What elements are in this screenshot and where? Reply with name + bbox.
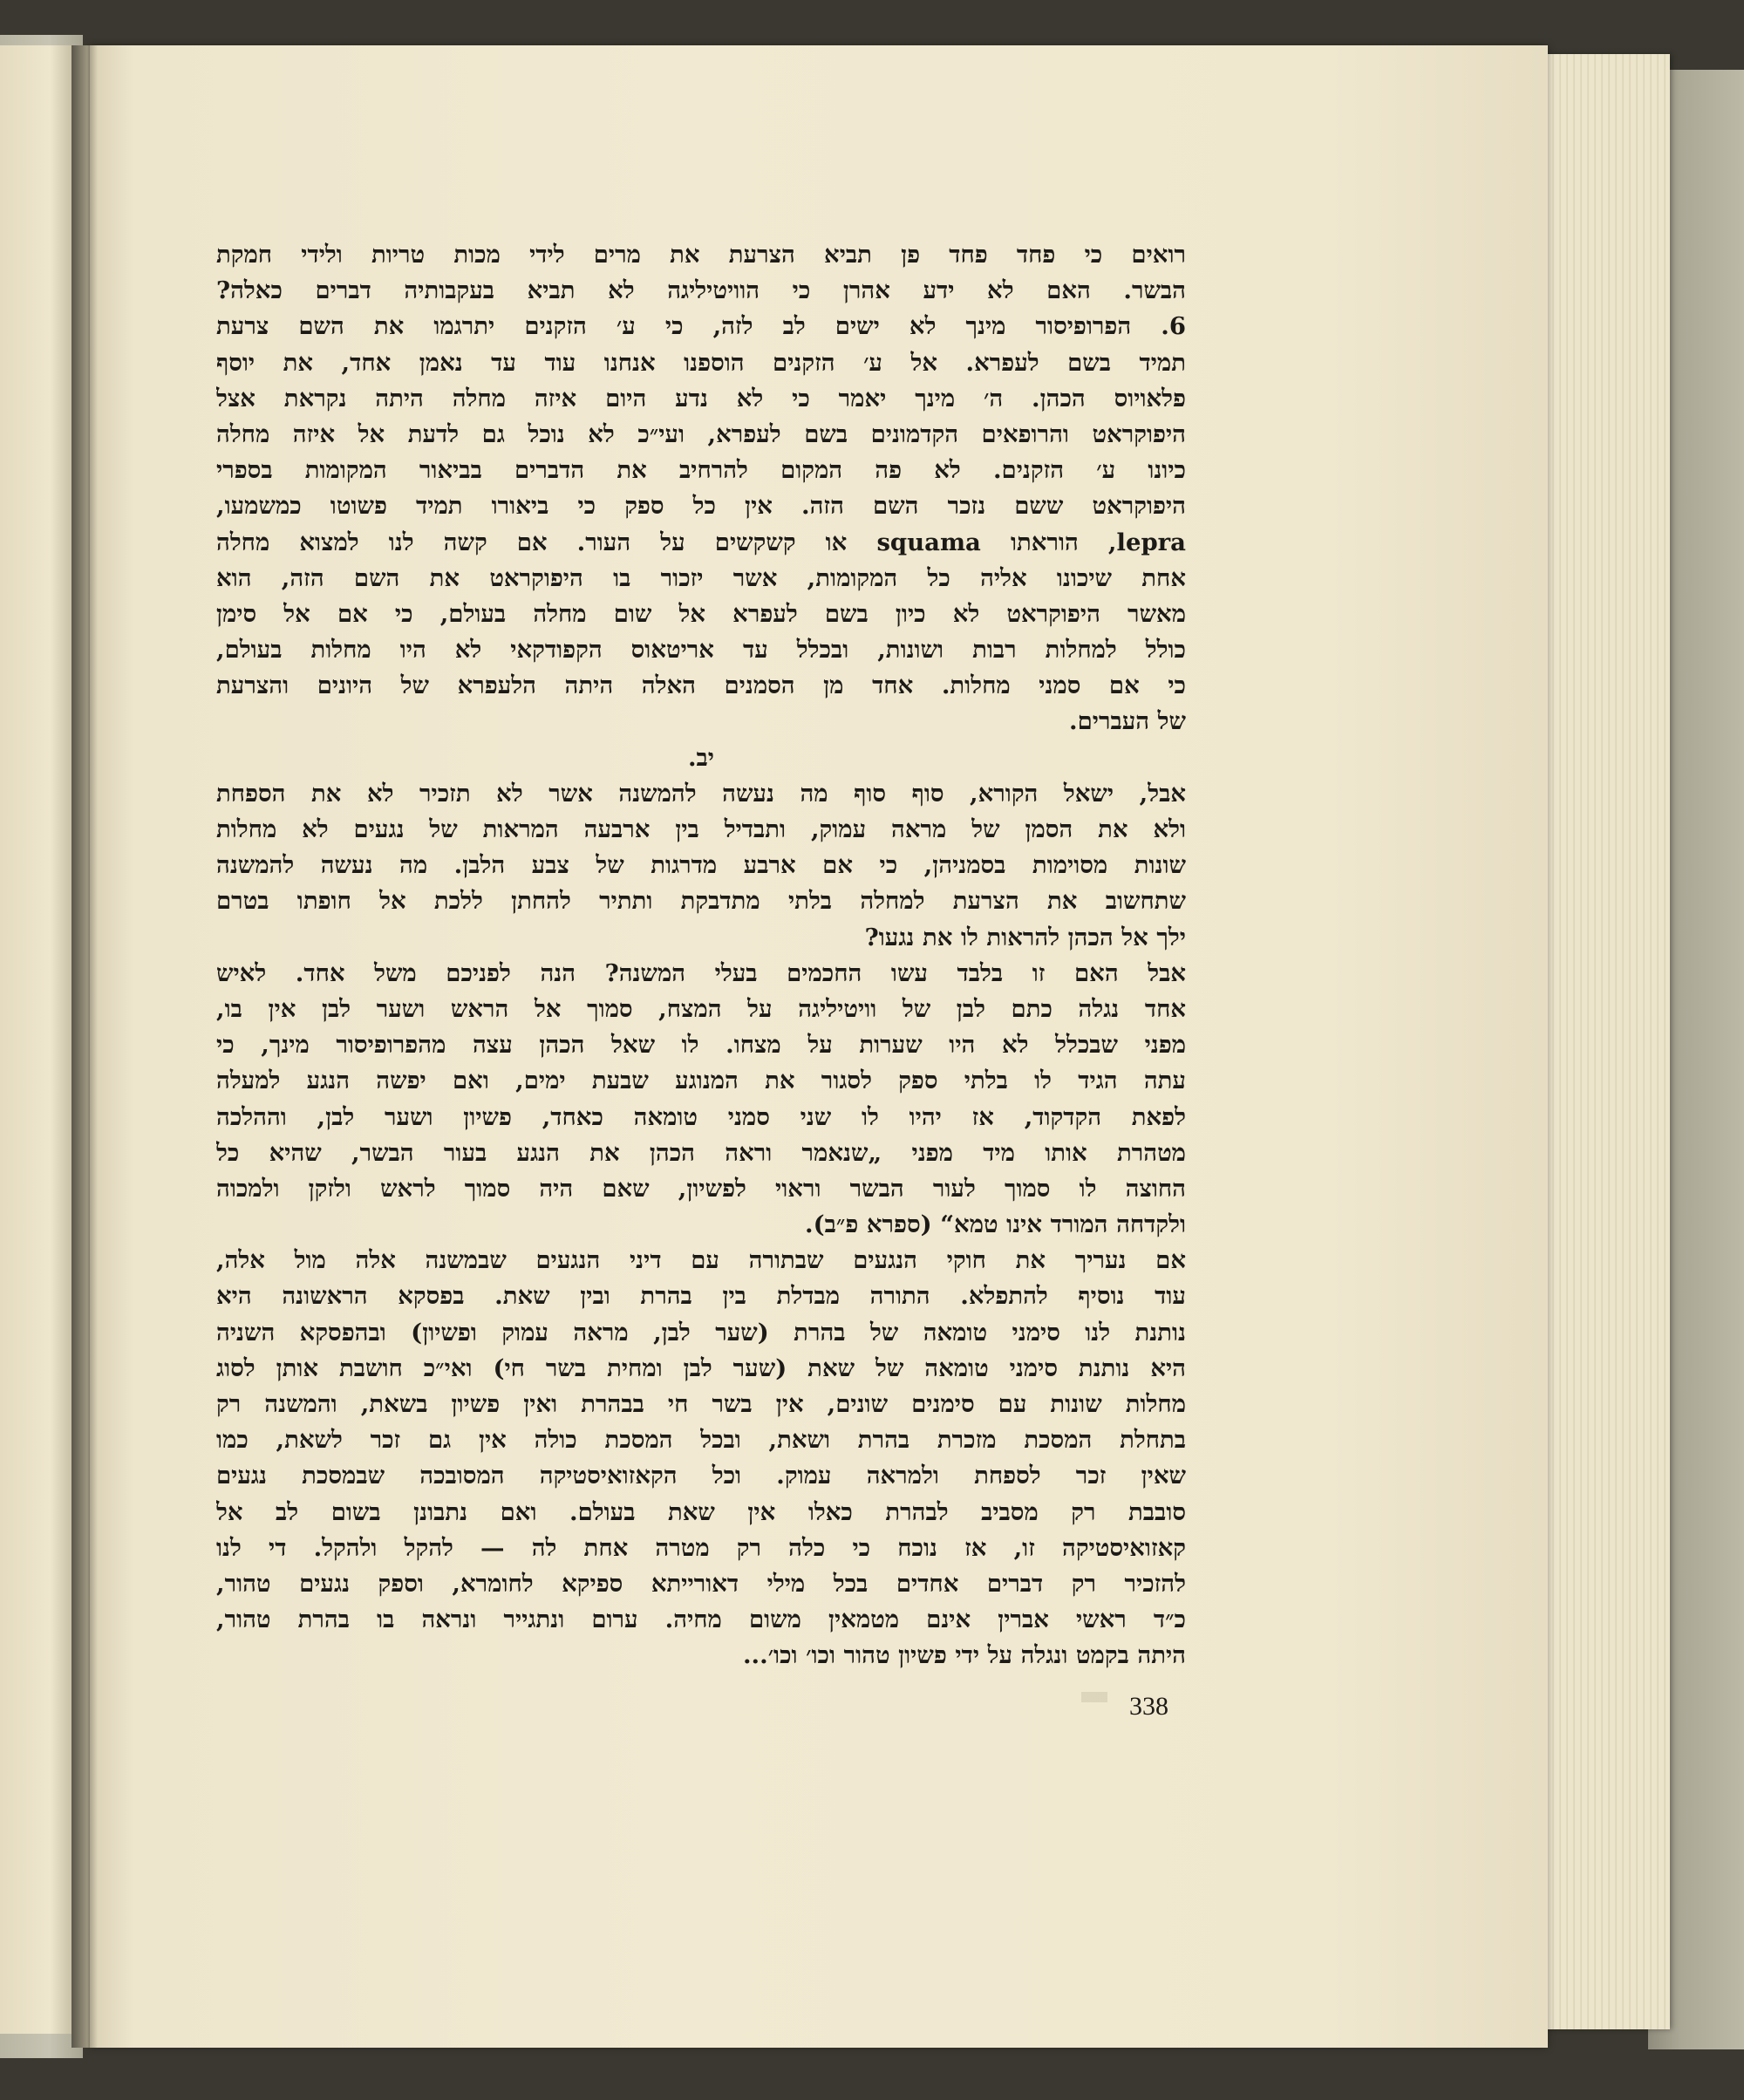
text-line: להזכיר רק דברים אחדים בכל מילי דאורייתא ספיקא לחומרא, וספק נגעים טהור, [216,1569,1186,1598]
text-line: רואים כי פחד פחד פן תביא הצרעת את מרים לידי מכות טריות ולידי חמקת [216,241,1186,269]
text-line: אבל, ישאל הקורא, סוף סוף מה נעשה להמשנה אשר לא תזכיר לא את הספחת [216,779,1186,808]
text-line: הבשר. האם לא ידע אהרן כי הוויטיליגה לא תביא בעקבותיה דברים כאלה? [216,276,1186,305]
text-line: אבל האם זו בלבד עשו החכמים בעלי המשנה? הנה לפניכם משל אחד. לאיש [216,958,1186,987]
faint-ink-mark [1081,1692,1107,1702]
text-line: של העברים. [1069,707,1186,736]
page-text-block [216,237,1186,1674]
section-heading: יב. [687,743,715,772]
text-line: שונות מסוימות בסמניהן, כי אם ארבע מדרגות של צבע הלבן. מה נעשה להמשנה [216,851,1186,880]
gutter-shadow [72,45,98,2048]
text-line: פלאויוס הכהן. ה׳ מינך יאמר כי לא נדע היום איזה מחלה היתה נקראת אצל [216,384,1186,412]
text-line: קאזואיסטיקה זו, אז נוכח כי כלה רק מטרה אחת לה — להקל ולהקל. די לנו [216,1533,1186,1562]
text-line: כי אם סמני מחלות. אחד מן הסמנים האלה היתה הלעפרא של היונים והצרעת [216,672,1186,700]
text-line: ילך אל הכהן להראות לו את נגעו? [864,923,1186,951]
text-line: אם נעריך את חוקי הנגעים שבתורה עם דיני הנגעים שבמשנה אלה מול אלה, [216,1246,1186,1275]
text-line: נותנת לנו סימני טומאה של בהרת (שער לבן, מראה עמוק ופשיון) ובהפסקא השניה [216,1318,1186,1347]
text-line: עתה הגיד לו בלתי ספק לסגור את המנוגע שבעת ימים, ואם יפשה הנגע למעלה [216,1067,1186,1095]
page-number: 338 [1129,1692,1168,1721]
text-line: 6. הפרופיסור מינך לא ישים לב לזה, כי ע׳ הזקנים יתרגמו את השם צרעת [216,312,1186,341]
text-line: בתחלת המסכת מזכרת בהרת ושאת, ובכל המסכת כולה אין גם זכר לשאת, כמו [216,1426,1186,1455]
text-line: lepra, הוראתו squama או קשקשים על העור. אם קשה לנו למצוא מחלה [216,528,1186,556]
text-line: סובבת רק מסביב לבהרת כאלו אין שאת בעולם. ואם נתבונן בשום לב אל [216,1497,1186,1526]
text-line: לפאת הקדקוד, אז יהיו לו שני סמני טומאה כאחד, פשיון ושער לבן, וההלכה [216,1102,1186,1131]
text-line: היא נותנת סימני טומאה של שאת (שער לבן ומחית בשר חי) ואי״כ חושבת אותן לסוג [216,1353,1186,1382]
text-line: שאין זכר לספחת ולמראה עמוק. וכל הקאזואיסטיקה המסובכה שבמסכת נגעים [216,1462,1186,1490]
text-line: היפוקראט ששם נזכר השם הזה. אין כל ספק כי ביאורו תמיד פשוטו כמשמעו, [216,492,1186,521]
text-line: ולקדחה המורד אינו טמא“ (ספרא פ״ב). [805,1210,1186,1239]
text-line: מפני שבכלל לא היו שערות על מצחו. לו שאל הכהן עצה מהפרופיסור מינך, כי [216,1031,1186,1060]
text-line: ולא את הסמן של מראה עמוק, ותבדיל בין ארבעה המראות של נגעים לא מחלות [216,815,1186,843]
text-line: אחת שיכונו אליה כל המקומות, אשר יזכור בו היפוקראט את השם הזה, הוא [216,563,1186,592]
text-line: מאשר היפוקראט לא כיון בשם לעפרא אל שום מחלה בעולם, כי אם אל סימן [216,599,1186,628]
left-page-edge [0,45,72,2034]
text-line: כולל למחלות רבות ושונות, ובכלל עד אריטאוס הקפודקאי לא היו מחלות בעולם, [216,636,1186,665]
text-line: מחלות שונות עם סימנים שונים, אין בשר חי בבהרת ואין פשיון בשאת, והמשנה רק [216,1390,1186,1418]
text-line: כ״ד ראשי אברין אינם מטמאין משום מחיה. ערום ונתגייר ונראה בו בהרת טהור, [216,1606,1186,1634]
text-line: שתחשוב את הצרעת למחלה בלתי מתדבקת ותתיר להחתן ללכת אל חופתו בטרם [216,887,1186,916]
text-line: מטהרת אותו מיד מפני „שנאמר וראה הכהן את הנגע בעור הבשר, שהיא כל [216,1138,1186,1167]
text-line: היתה בקמט ונגלה על ידי פשיון טהור וכו׳ וכו׳... [742,1641,1186,1670]
text-line: עוד נוסיף להתפלא. התורה מבדלת בין בהרת ובין שאת. בפסקא הראשונה היא [216,1282,1186,1311]
text-line: תמיד בשם לעפרא. אל ע׳ הזקנים הוספנו אנחנו עוד עד נאמן אחד, את יוסף [216,348,1186,377]
text-line: החוצה לו סמוך לעור הבשר וראוי לפשיון, שאם היה סמוך לראש ולזקן ולמכוה [216,1174,1186,1203]
text-line: כיונו ע׳ הזקנים. לא פה המקום להרחיב את הדברים בביאור המקומות בספרי [216,456,1186,485]
text-line: אחד נגלה כתם לבן של וויטיליגה על המצח, סמוך אל הראש ושער לבן אין בו, [216,994,1186,1023]
text-line: היפוקראט והרופאים הקדמונים בשם לעפרא, ועי״כ לא נוכל גם לדעת אל איזה מחלה [216,419,1186,448]
